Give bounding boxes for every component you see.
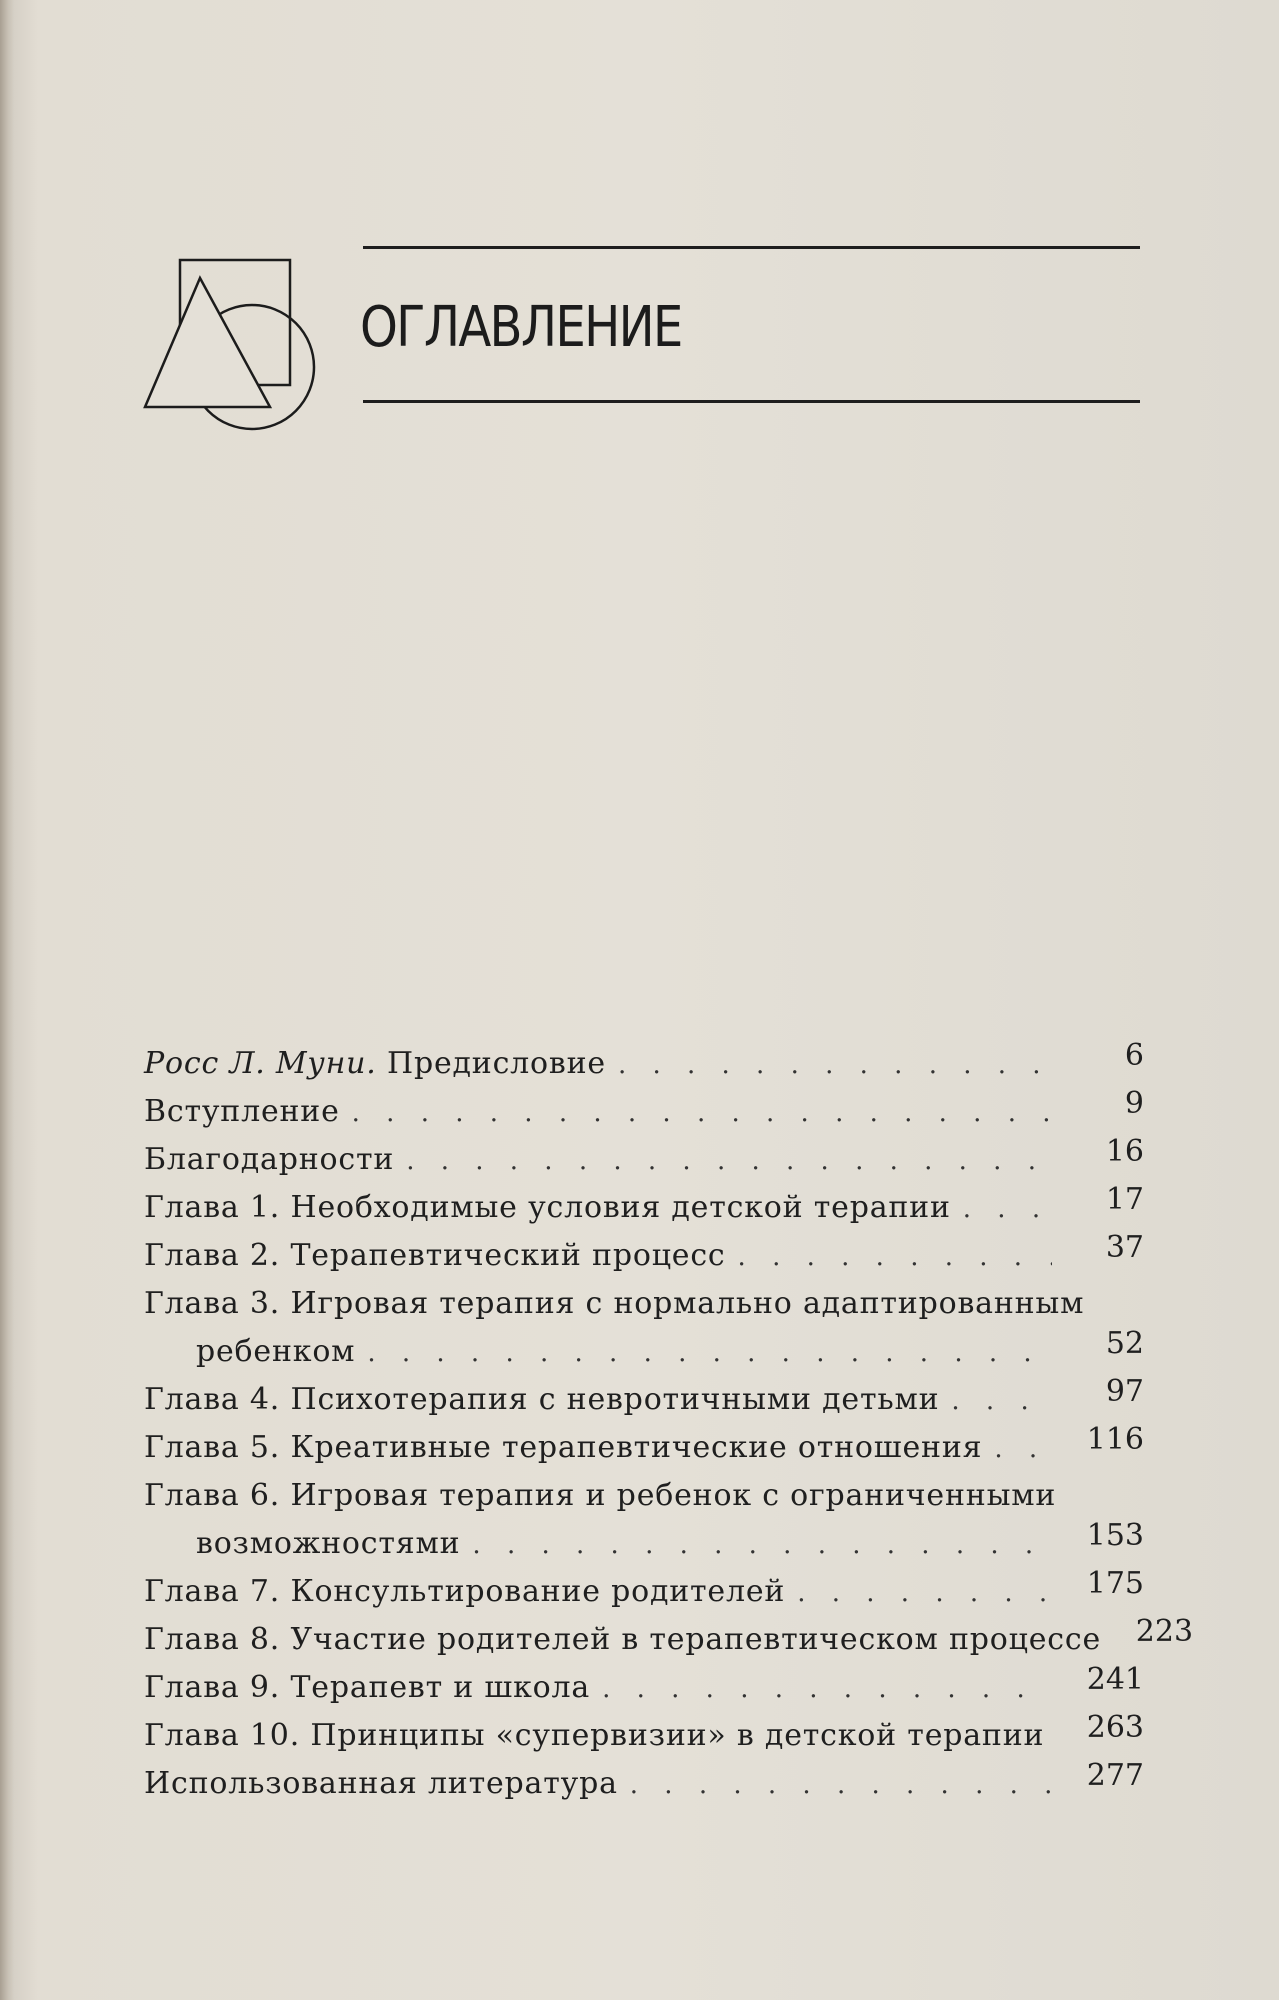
toc-entry-title-continued: возможностями: [196, 1526, 461, 1561]
leader-dots: [630, 1761, 1052, 1809]
toc-entry-title-continued: ребенком: [196, 1334, 356, 1369]
toc-entry: [144, 1184, 1144, 1232]
toc-entry: [144, 1088, 1144, 1136]
toc-entry: [144, 1614, 1194, 1664]
toc-page-number: 52: [1105, 1326, 1144, 1361]
toc-page-number: 37: [1105, 1230, 1144, 1265]
leader-dots: [352, 1089, 1052, 1137]
toc-entry-title: Глава 10. Принципы «супервизии» в детской терапии: [144, 1718, 1045, 1753]
leader-dots: [472, 1521, 1052, 1569]
leader-dots: [602, 1665, 1052, 1713]
toc-entry-title: Глава 7. Консультирование родителей: [144, 1574, 786, 1609]
toc-page-number: 116: [1086, 1422, 1144, 1457]
toc-entry: [144, 1280, 1144, 1376]
leader-dots: [618, 1041, 1052, 1089]
leader-dots: [963, 1185, 1052, 1233]
toc-page-number: 16: [1105, 1134, 1144, 1169]
toc-entry: [144, 1472, 1144, 1568]
toc-entry-title: Глава 2. Терапевтический процесс: [144, 1238, 726, 1273]
toc-entry: [144, 1232, 1144, 1280]
toc-page-number: 241: [1086, 1662, 1144, 1697]
toc-entry-title: Глава 8. Участие родителей в терапевтическом процессе: [144, 1622, 1102, 1657]
toc-page-number: 263: [1086, 1710, 1144, 1745]
toc-entry: [144, 1040, 1144, 1088]
leader-dots: [951, 1377, 1052, 1425]
leader-dots: [994, 1425, 1052, 1473]
leader-dots: [406, 1137, 1052, 1185]
heading-bottom-rule: [363, 400, 1140, 403]
toc-entry-title: Глава 9. Терапевт и школа: [144, 1670, 591, 1705]
toc-entry-title: Использованная литература: [144, 1766, 618, 1801]
toc-page-number: 223: [1135, 1614, 1194, 1649]
page-title: ОГЛАВЛЕНИЕ: [360, 295, 682, 360]
toc-entry: [144, 1664, 1144, 1712]
toc-page-number: 9: [1124, 1086, 1144, 1121]
toc-entry-title: Вступление: [144, 1094, 340, 1129]
toc-entry-title: Росс Л. Муни. Предисловие: [144, 1046, 606, 1081]
toc-entry: [144, 1712, 1144, 1760]
geometric-logo-icon: [140, 255, 330, 445]
toc-entry-title: Глава 1. Необходимые условия детской терапии: [144, 1190, 951, 1225]
toc-page-number: 175: [1086, 1566, 1144, 1601]
toc-entry-title: Глава 4. Психотерапия с невротичными детьми: [144, 1382, 940, 1417]
toc-entry: [144, 1568, 1144, 1616]
toc-entry-title: Глава 3. Игровая терапия с нормально адаптированным: [144, 1286, 1085, 1321]
toc-page-number: 277: [1086, 1758, 1144, 1793]
table-of-contents: [144, 1038, 1194, 1808]
toc-page-number: 97: [1105, 1374, 1144, 1409]
leader-dots: [738, 1233, 1052, 1281]
toc-page-number: 17: [1105, 1182, 1144, 1217]
heading-top-rule: [363, 246, 1140, 249]
toc-entry: [144, 1760, 1144, 1808]
toc-entry-title: Глава 5. Креативные терапевтические отношения: [144, 1430, 983, 1465]
toc-entry-author: Росс Л. Муни.: [144, 1046, 377, 1081]
leader-dots: [797, 1569, 1052, 1617]
toc-entry: [144, 1424, 1144, 1472]
toc-page-number: 6: [1124, 1038, 1144, 1073]
toc-entry-title: Благодарности: [144, 1142, 395, 1177]
leader-dots: [367, 1329, 1052, 1377]
toc-entry: [144, 1136, 1144, 1184]
toc-entry-title: Глава 6. Игровая терапия и ребенок с ограниченными: [144, 1478, 1057, 1513]
toc-page-number: 153: [1086, 1518, 1144, 1553]
toc-entry: [144, 1376, 1144, 1424]
spine-shadow: [0, 0, 14, 2000]
